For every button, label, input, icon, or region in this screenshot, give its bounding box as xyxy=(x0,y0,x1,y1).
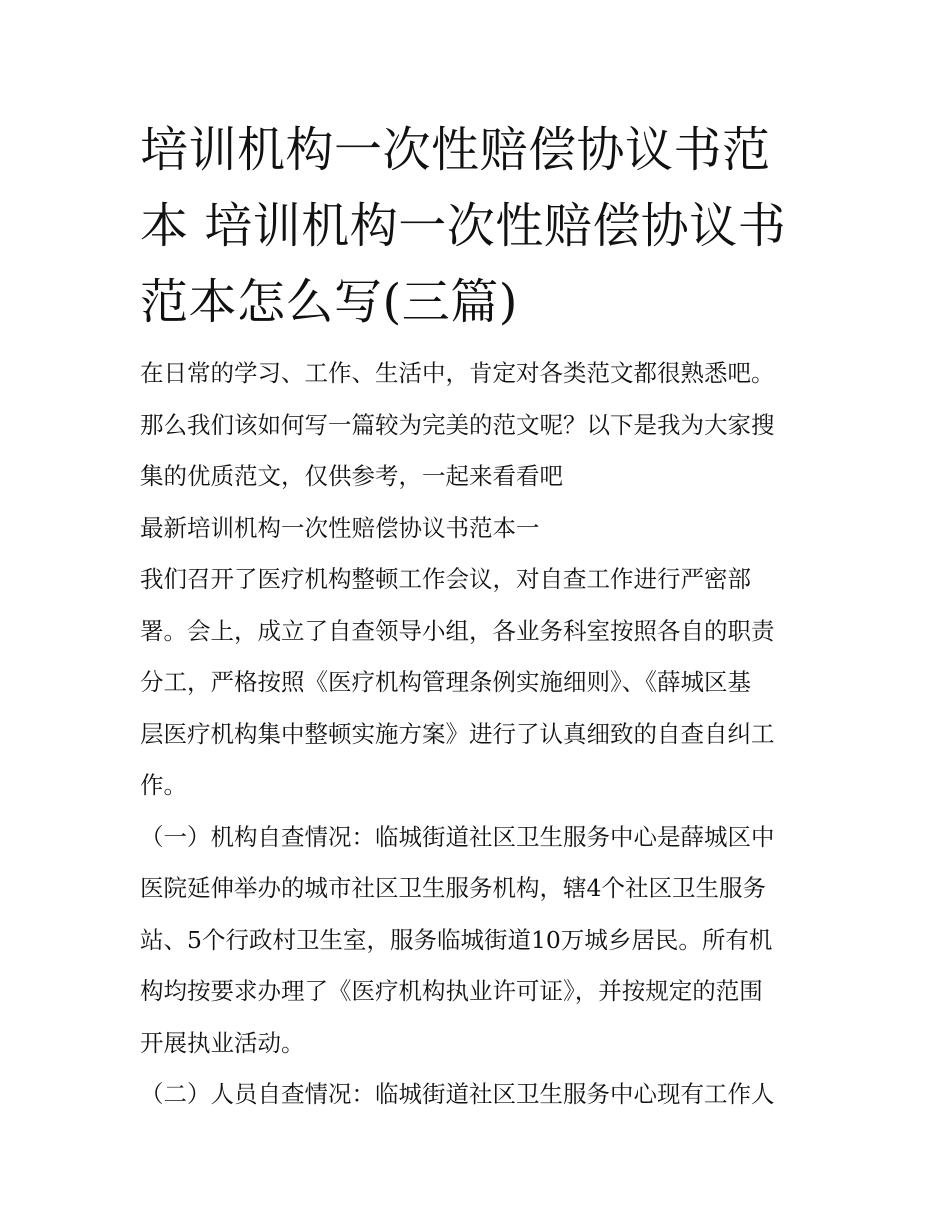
document-page xyxy=(140,112,816,1121)
text-line: 开展执业活动。 xyxy=(140,1028,305,1057)
paragraph-institution-check xyxy=(140,812,816,1070)
title-line: 培训机构一次性赔偿协议书范 xyxy=(140,122,771,178)
text-line: （二）人员自查情况：临城街道社区卫生服务中心现有工作人 xyxy=(140,1080,775,1108)
paragraph-staff-check xyxy=(140,1069,816,1121)
text-line: 层医疗机构集中整顿实施方案》进行了认真细致的自查自纠工 xyxy=(140,719,775,748)
text-line: 站、5个行政村卫生室，服务临城街道10万城乡居民。所有机 xyxy=(140,925,773,954)
text-line: 那么我们该如何写一篇较为完美的范文呢？以下是我为大家搜 xyxy=(140,410,775,439)
title-line: 本 培训机构一次性赔偿协议书 xyxy=(140,198,787,254)
document-title xyxy=(140,112,816,340)
title-line: 范本怎么写(三篇) xyxy=(140,274,518,330)
text-line: 署。会上，成立了自查领导小组，各业务科室按照各自的职责 xyxy=(140,616,775,645)
section-heading-text: 最新培训机构一次性赔偿协议书范本一 xyxy=(140,513,540,542)
section-heading xyxy=(140,503,816,555)
intro-paragraph xyxy=(140,348,816,503)
text-line: 作。 xyxy=(140,771,187,799)
paragraph-meeting xyxy=(140,554,816,812)
text-line: （一）机构自查情况：临城街道社区卫生服务中心是薛城区中 xyxy=(140,822,775,851)
text-line: 分工，严格按照《医疗机构管理条例实施细则》、《薛城区基 xyxy=(140,668,751,696)
text-line: 我们召开了医疗机构整顿工作会议，对自查工作进行严密部 xyxy=(140,565,751,593)
text-line: 集的优质范文，仅供参考，一起来看看吧 xyxy=(140,462,563,490)
text-line: 在日常的学习、工作、生活中，肯定对各类范文都很熟悉吧。 xyxy=(140,359,775,387)
text-line: 构均按要求办理了《医疗机构执业许可证》，并按规定的范围 xyxy=(140,977,763,1005)
text-line: 医院延伸举办的城市社区卫生服务机构，辖4个社区卫生服务 xyxy=(140,874,766,902)
